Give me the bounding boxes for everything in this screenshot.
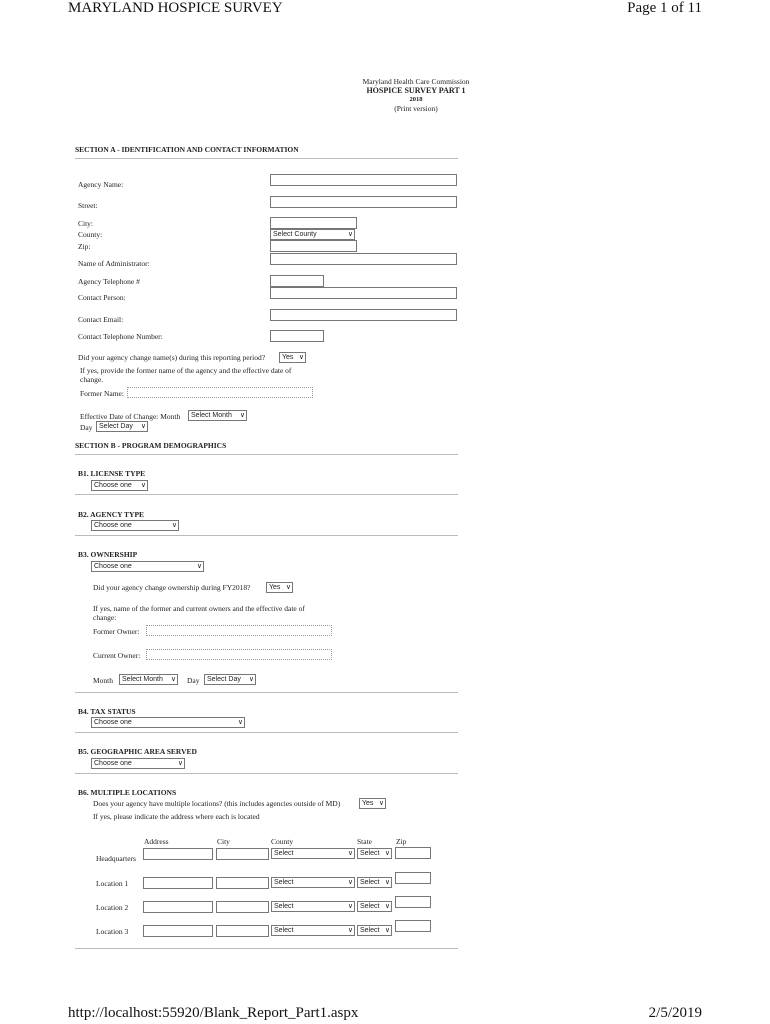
chevron-down-icon: ∨ bbox=[140, 423, 146, 430]
own-day-label: Day bbox=[187, 676, 200, 685]
ownership-value: Choose one bbox=[94, 563, 132, 570]
chevron-down-icon: ∨ bbox=[239, 412, 245, 419]
chevron-down-icon: ∨ bbox=[140, 482, 146, 489]
location-label-3: Location 3 bbox=[96, 927, 129, 936]
name-change-note: If yes, provide the former name of the agency and the effective date of bbox=[80, 366, 292, 375]
ownership-note: If yes, name of the former and current owners and the effective date of bbox=[93, 604, 305, 613]
footer-date: 2/5/2019 bbox=[648, 1005, 702, 1021]
name-change-note-cont: change. bbox=[80, 375, 104, 384]
multi-location-note: If yes, please indicate the address where each is located bbox=[93, 812, 260, 821]
zip-label: Zip: bbox=[78, 242, 91, 251]
chevron-down-icon: ∨ bbox=[384, 927, 390, 934]
geo-area-select[interactable] bbox=[91, 758, 185, 769]
street-input[interactable] bbox=[270, 196, 457, 208]
loc1-zip-input[interactable] bbox=[395, 872, 431, 884]
zip-input[interactable] bbox=[270, 240, 357, 252]
license-type-value: Choose one bbox=[94, 482, 132, 489]
contact-email-input[interactable] bbox=[270, 309, 457, 321]
divider bbox=[75, 494, 458, 495]
section-b-title: SECTION B - PROGRAM DEMOGRAPHICS bbox=[75, 441, 227, 450]
ownership-change-question: Did your agency change ownership during FY2018? bbox=[93, 583, 251, 592]
chevron-down-icon: ∨ bbox=[347, 927, 353, 934]
geo-area-value: Choose one bbox=[94, 760, 132, 767]
b5-title: B5. GEOGRAPHIC AREA SERVED bbox=[78, 747, 197, 756]
location-label-2: Location 2 bbox=[96, 903, 129, 912]
page-number: Page 1 of 11 bbox=[627, 0, 702, 16]
hq-city-input[interactable] bbox=[216, 848, 269, 860]
loc1-county-select[interactable] bbox=[271, 877, 355, 888]
hq-address-input[interactable] bbox=[143, 848, 213, 860]
telephone-label: Agency Telephone # bbox=[78, 277, 140, 286]
tax-status-value: Choose one bbox=[94, 719, 132, 726]
col-zip: Zip bbox=[396, 837, 407, 846]
street-label: Street: bbox=[78, 201, 98, 210]
b2-title: B2. AGENCY TYPE bbox=[78, 510, 145, 519]
loc1-address-input[interactable] bbox=[143, 877, 213, 889]
license-type-select[interactable] bbox=[91, 480, 148, 491]
administrator-label: Name of Administrator: bbox=[78, 259, 150, 268]
own-day-value: Select Day bbox=[207, 676, 241, 683]
org-name: Maryland Health Care Commission bbox=[362, 77, 470, 86]
loc2-state-value: Select bbox=[360, 903, 380, 910]
current-owner-label: Current Owner: bbox=[93, 651, 141, 660]
chevron-down-icon: ∨ bbox=[384, 879, 390, 886]
divider bbox=[75, 454, 458, 455]
eff-day-value: Select Day bbox=[99, 423, 133, 430]
b1-title: B1. LICENSE TYPE bbox=[78, 469, 146, 478]
own-month-value: Select Month bbox=[122, 676, 163, 683]
b4-title: B4. TAX STATUS bbox=[78, 707, 136, 716]
former-name-input[interactable] bbox=[127, 387, 313, 398]
survey-year: 2018 bbox=[409, 96, 423, 103]
loc2-state-select[interactable] bbox=[357, 901, 392, 912]
loc3-address-input[interactable] bbox=[143, 925, 213, 937]
county-label: County: bbox=[78, 230, 103, 239]
effective-date-label: Effective Date of Change: Month bbox=[80, 412, 181, 421]
loc3-state-select[interactable] bbox=[357, 925, 392, 936]
loc1-city-input[interactable] bbox=[216, 877, 269, 889]
ownership-change-select[interactable] bbox=[266, 582, 293, 593]
city-input[interactable] bbox=[270, 217, 357, 229]
contact-person-label: Contact Person: bbox=[78, 293, 126, 302]
chevron-down-icon: ∨ bbox=[170, 676, 176, 683]
ownership-note-cont: change: bbox=[93, 613, 117, 622]
multi-location-question: Does your agency have multiple locations? (this includes agencies outside of MD) bbox=[93, 799, 341, 808]
hq-state-value: Select bbox=[360, 850, 380, 857]
chevron-down-icon: ∨ bbox=[177, 760, 183, 767]
multi-location-select[interactable] bbox=[359, 798, 386, 809]
agency-name-label: Agency Name: bbox=[78, 180, 124, 189]
own-month-label: Month bbox=[93, 676, 114, 685]
hq-county-value: Select bbox=[274, 850, 294, 857]
contact-email-label: Contact Email: bbox=[78, 315, 124, 324]
eff-day-label: Day bbox=[80, 423, 93, 432]
loc2-county-value: Select bbox=[274, 903, 294, 910]
document-header bbox=[316, 77, 516, 113]
chevron-down-icon: ∨ bbox=[378, 800, 384, 807]
loc1-state-select[interactable] bbox=[357, 877, 392, 888]
location-label-1: Location 1 bbox=[96, 879, 129, 888]
name-change-value: Yes bbox=[282, 354, 294, 361]
chevron-down-icon: ∨ bbox=[347, 231, 353, 238]
col-city: City bbox=[217, 837, 230, 846]
chevron-down-icon: ∨ bbox=[285, 584, 291, 591]
col-county: County bbox=[271, 837, 294, 846]
chevron-down-icon: ∨ bbox=[248, 676, 254, 683]
divider bbox=[75, 948, 458, 949]
loc2-zip-input[interactable] bbox=[395, 896, 431, 908]
chevron-down-icon: ∨ bbox=[171, 522, 177, 529]
hq-state-select[interactable] bbox=[357, 848, 392, 859]
divider bbox=[75, 692, 458, 693]
eff-day-select[interactable] bbox=[96, 421, 148, 432]
city-label: City: bbox=[78, 219, 94, 228]
divider bbox=[75, 773, 458, 774]
ownership-change-value: Yes bbox=[269, 584, 281, 591]
chevron-down-icon: ∨ bbox=[347, 879, 353, 886]
col-state: State bbox=[357, 837, 372, 846]
divider bbox=[75, 535, 458, 536]
loc2-address-input[interactable] bbox=[143, 901, 213, 913]
loc3-county-select[interactable] bbox=[271, 925, 355, 936]
col-address: Address bbox=[144, 837, 169, 846]
county-select[interactable] bbox=[270, 229, 355, 240]
multi-location-value: Yes bbox=[362, 800, 374, 807]
b3-title: B3. OWNERSHIP bbox=[78, 550, 138, 559]
name-change-select[interactable] bbox=[279, 352, 306, 363]
section-a-title: SECTION A - IDENTIFICATION AND CONTACT INFORMATION bbox=[75, 145, 299, 154]
ownership-select[interactable] bbox=[91, 561, 204, 572]
footer-url: http://localhost:55920/Blank_Report_Part1.aspx bbox=[68, 1005, 359, 1021]
survey-title: HOSPICE SURVEY PART 1 bbox=[366, 86, 466, 95]
administrator-input[interactable] bbox=[270, 253, 457, 265]
name-change-question: Did your agency change name(s) during this reporting period? bbox=[78, 353, 266, 362]
loc2-county-select[interactable] bbox=[271, 901, 355, 912]
loc1-state-value: Select bbox=[360, 879, 380, 886]
tax-status-select[interactable] bbox=[91, 717, 245, 728]
hq-zip-input[interactable] bbox=[395, 847, 431, 859]
eff-month-value: Select Month bbox=[191, 412, 232, 419]
telephone-input[interactable] bbox=[270, 275, 324, 287]
chevron-down-icon: ∨ bbox=[237, 719, 243, 726]
page-header-title: MARYLAND HOSPICE SURVEY bbox=[68, 0, 283, 16]
loc1-county-value: Select bbox=[274, 879, 294, 886]
former-owner-label: Former Owner: bbox=[93, 627, 140, 636]
chevron-down-icon: ∨ bbox=[384, 903, 390, 910]
former-owner-input[interactable] bbox=[146, 625, 332, 636]
chevron-down-icon: ∨ bbox=[347, 903, 353, 910]
agency-type-select[interactable] bbox=[91, 520, 179, 531]
location-label-hq: Headquarters bbox=[96, 854, 136, 863]
loc3-county-value: Select bbox=[274, 927, 294, 934]
loc2-city-input[interactable] bbox=[216, 901, 269, 913]
contact-person-input[interactable] bbox=[270, 287, 457, 299]
contact-phone-input[interactable] bbox=[270, 330, 324, 342]
chevron-down-icon: ∨ bbox=[196, 563, 202, 570]
former-name-label: Former Name: bbox=[80, 389, 124, 398]
county-select-value: Select County bbox=[273, 231, 317, 238]
current-owner-input[interactable] bbox=[146, 649, 332, 660]
divider bbox=[75, 732, 458, 733]
agency-type-value: Choose one bbox=[94, 522, 132, 529]
own-month-select[interactable] bbox=[119, 674, 178, 685]
divider bbox=[75, 158, 458, 159]
eff-month-select[interactable] bbox=[188, 410, 247, 421]
chevron-down-icon: ∨ bbox=[347, 850, 353, 857]
hq-county-select[interactable] bbox=[271, 848, 355, 859]
own-day-select[interactable] bbox=[204, 674, 256, 685]
contact-phone-label: Contact Telephone Number: bbox=[78, 332, 163, 341]
loc3-city-input[interactable] bbox=[216, 925, 269, 937]
chevron-down-icon: ∨ bbox=[298, 354, 304, 361]
loc3-zip-input[interactable] bbox=[395, 920, 431, 932]
loc3-state-value: Select bbox=[360, 927, 380, 934]
chevron-down-icon: ∨ bbox=[384, 850, 390, 857]
print-version: (Print version) bbox=[394, 104, 438, 113]
b6-title: B6. MULTIPLE LOCATIONS bbox=[78, 788, 177, 797]
agency-name-input[interactable] bbox=[270, 174, 457, 186]
